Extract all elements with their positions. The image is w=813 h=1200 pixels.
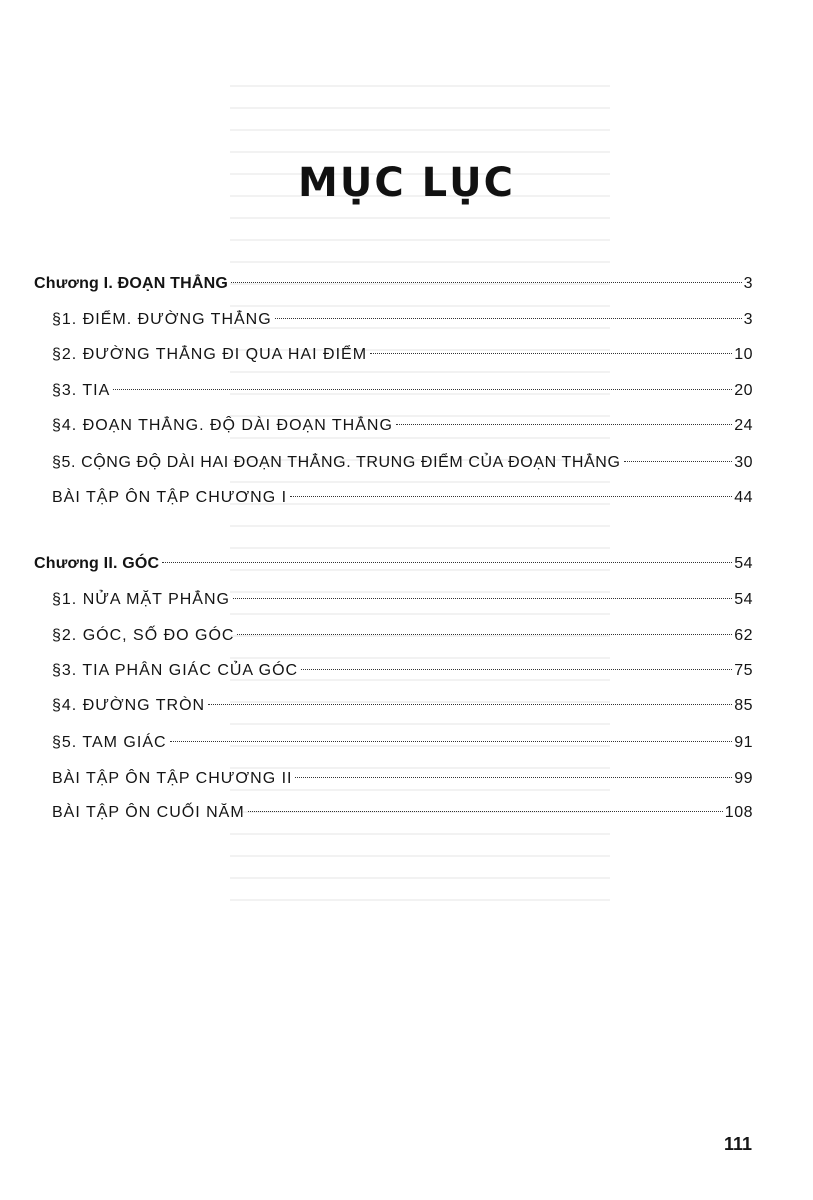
toc-entry[interactable] xyxy=(52,486,753,510)
page-title: MỤC LỤC xyxy=(298,160,515,206)
toc-chapter-2-label: Chương II. GÓC xyxy=(34,555,160,572)
dot-leader xyxy=(170,741,733,742)
toc-entry[interactable] xyxy=(52,343,753,367)
toc-entry-page: 3 xyxy=(743,311,753,328)
dot-leader xyxy=(301,669,732,670)
dot-leader xyxy=(237,634,732,635)
toc-entry[interactable] xyxy=(52,308,753,332)
toc-entry-page: 10 xyxy=(734,346,753,363)
toc-entry-label: §3. TIA xyxy=(52,382,111,399)
toc-chapter-2-page: 54 xyxy=(734,555,753,572)
toc-entry-page: 85 xyxy=(734,697,753,714)
toc-entry-page: 62 xyxy=(734,627,753,644)
dot-leader xyxy=(233,598,732,599)
toc-entry-label: §2. ĐƯỜNG THẲNG ĐI QUA HAI ĐIỂM xyxy=(52,346,368,363)
toc-entry[interactable] xyxy=(52,767,753,791)
dot-leader xyxy=(370,353,732,354)
dot-leader xyxy=(624,461,733,462)
toc-entry-page: 108 xyxy=(724,804,753,821)
toc-chapter-1-label: Chương I. ĐOẠN THẲNG xyxy=(34,275,229,292)
toc-entry-page: 20 xyxy=(734,382,753,399)
toc-entry-page: 75 xyxy=(734,662,753,679)
toc-entry-page: 24 xyxy=(734,417,753,434)
toc-entry-label: §4. ĐƯỜNG TRÒN xyxy=(52,697,206,714)
toc-entry-page: 54 xyxy=(734,591,753,608)
toc-entry-page: 99 xyxy=(734,770,753,787)
toc-chapter-2[interactable] xyxy=(34,552,753,576)
toc-entry-page: 44 xyxy=(734,489,753,506)
dot-leader xyxy=(231,282,742,283)
toc-entry-label: §4. ĐOẠN THẲNG. ĐỘ DÀI ĐOẠN THẲNG xyxy=(52,417,393,434)
toc-entry[interactable] xyxy=(52,731,753,755)
dot-leader xyxy=(295,777,732,778)
toc-entry[interactable] xyxy=(52,414,753,438)
dot-leader xyxy=(248,811,723,812)
toc-entry[interactable] xyxy=(52,588,753,612)
toc-entry-label: BÀI TẬP ÔN CUỐI NĂM xyxy=(52,804,245,821)
toc-entry-label: §1. NỬA MẶT PHẲNG xyxy=(52,591,230,608)
toc-entry-label: §5. CỘNG ĐỘ DÀI HAI ĐOẠN THẲNG. TRUNG ĐIỂM CỦA ĐOẠN THẲNG xyxy=(52,454,621,471)
toc-entry[interactable] xyxy=(52,801,753,825)
toc-entry-page: 30 xyxy=(734,454,753,471)
dot-leader xyxy=(290,496,732,497)
toc-entry-label: §1. ĐIỂM. ĐƯỜNG THẲNG xyxy=(52,311,272,328)
toc-entry-label: §3. TIA PHÂN GIÁC CỦA GÓC xyxy=(52,662,299,679)
toc-entry-label: §5. TAM GIÁC xyxy=(52,734,167,751)
toc-entry[interactable] xyxy=(52,694,753,718)
toc-entry[interactable] xyxy=(52,659,753,683)
toc-entry-label: §2. GÓC, SỐ ĐO GÓC xyxy=(52,627,235,644)
toc-entry-label: BÀI TẬP ÔN TẬP CHƯƠNG I xyxy=(52,489,288,506)
toc-entry[interactable] xyxy=(52,624,753,648)
toc-entry[interactable] xyxy=(52,379,753,403)
dot-leader xyxy=(113,389,732,390)
dot-leader xyxy=(162,562,732,563)
toc-chapter-1-page: 3 xyxy=(743,275,753,292)
toc-chapter-1[interactable] xyxy=(34,272,753,296)
dot-leader xyxy=(275,318,742,319)
dot-leader xyxy=(396,424,732,425)
toc-entry-label: BÀI TẬP ÔN TẬP CHƯƠNG II xyxy=(52,770,293,787)
dot-leader xyxy=(208,704,732,705)
page-number: 111 xyxy=(723,1134,752,1154)
toc-entry[interactable] xyxy=(52,451,753,475)
toc-entry-page: 91 xyxy=(734,734,753,751)
